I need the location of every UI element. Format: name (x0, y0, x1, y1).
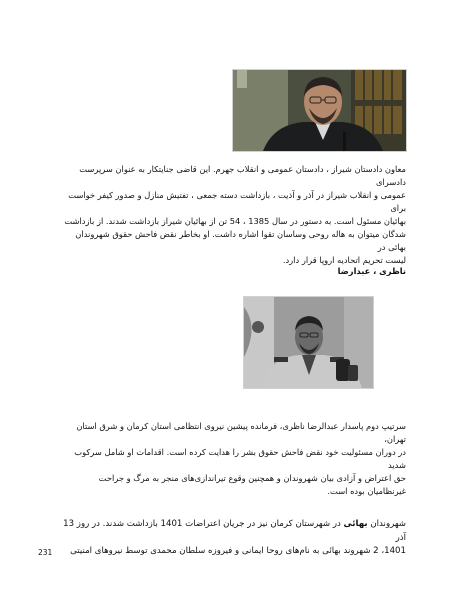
page-number: 231 (38, 548, 53, 557)
text-segment: شهروندان (367, 519, 406, 529)
paragraph-nazeri-bio (60, 420, 406, 498)
text-line: سرتیپ دوم پاسدار عبدالرضا ناظری، فرمانده پیشین نیروی انتظامی استان کرمان و شرق استان تهران، (76, 421, 406, 444)
text-line: لیست تحریم اتحادیه اروپا قرار دارد. (282, 255, 406, 265)
text-line: غیرنظامیان بوده است. (327, 486, 406, 496)
text-line: حق اعتراض و آزادی بیان شهروندان و همچنین وقوع تیراندازی‌های منجر به مرگ و جراحت (98, 473, 406, 483)
text-line: عمومی و انقلاب شیراز در آذر و آذیت ، بازداشت دسته جمعی ، تفتیش منازل و صدور کیفر خواست برای (68, 190, 406, 213)
text-line: 1401، 2 شهروند بهائی به نام‌های روحا ایمانی و فیروزه سلطان محمدی توسط نیروهای امنیتی (70, 546, 406, 556)
text-line: در دوران مسئولیت خود نقض فاحش حقوق بشر را هدایت کرده است. اقدامات او شامل سرکوب شدید (74, 447, 406, 470)
text-bold: بهائی (343, 519, 368, 529)
section-heading-nazeri: ناظری ، عبدارضا (337, 266, 406, 276)
text-line: معاون دادستان شیراز ، دادستان عمومی و انقلاب جهرم. این قاضی جنایتکار به عنوان سرپرست دادسرای (79, 164, 406, 187)
text-segment: در شهرستان کرمان نیز در جریان اعتراضات 1401 بازداشت شدند. در روز 13 آذر (63, 519, 406, 543)
text-line: شدگان میتوان به هاله روحی وساسان تقوا اشاره داشت. او بخاطر نقض فاحش حقوق شهروندان بهائی در (75, 229, 406, 252)
portrait-photo-police-officer (243, 296, 374, 389)
portrait-photo-judge (232, 69, 407, 152)
portrait-image (233, 70, 406, 151)
paragraph-judge-bio (60, 163, 406, 267)
text-line (60, 518, 406, 545)
paragraph-kerman-arrests (60, 518, 406, 559)
portrait-image (244, 297, 373, 388)
text-line: بهائیان مسئول است. به دستور در سال 1385 ، 54 تن از بهائیان شیراز بازداشت شدند. از بازداشت (64, 216, 406, 226)
